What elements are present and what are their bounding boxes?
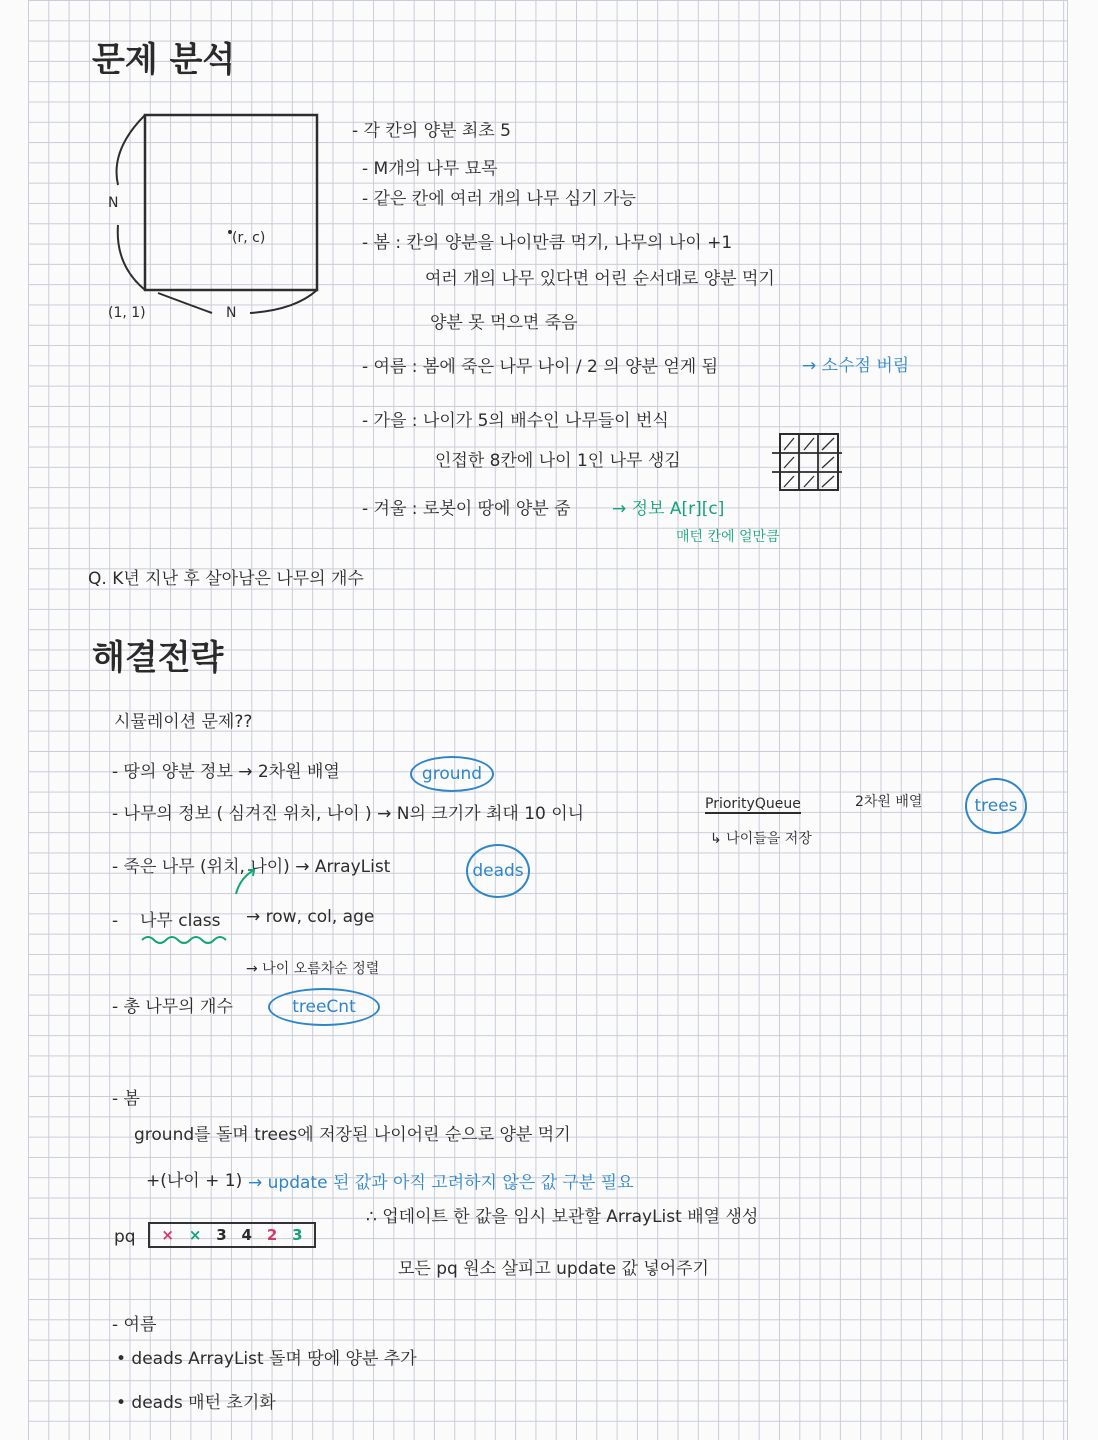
page-right-margin (1067, 0, 1098, 1440)
green-arrow-icon (228, 864, 268, 904)
strategy-count-line: - 총 나무의 개수 (112, 997, 233, 1017)
pq-cell: 4 (241, 1226, 252, 1244)
spring-age: +(나이 + 1) (146, 1171, 243, 1191)
pq-note: ↳ 나이들을 저장 (710, 831, 812, 847)
board-n-bottom-label: N (226, 305, 237, 321)
summer-title: - 여름 (112, 1315, 157, 1335)
rule-fall-1: - 가을 : 나이가 5의 배수인 나무들이 번식 (362, 411, 669, 431)
pq-label: pq (114, 1227, 136, 1247)
treecnt-tag: treeCnt (268, 988, 380, 1026)
tree-class-label: 나무 class (140, 911, 221, 931)
green-squiggle-underline (140, 934, 230, 946)
neighbor-grid-sketch (772, 432, 842, 494)
board-origin-label: (1, 1) (108, 305, 146, 321)
pq-cell: × (161, 1226, 174, 1244)
pq-term: PriorityQueue (705, 797, 801, 814)
trees-tag: trees (965, 778, 1027, 834)
strategy-dead-line: - 죽은 나무 (위치, 나이) → ArrayList (112, 857, 391, 877)
page-left-margin (0, 0, 29, 1440)
summer-line-1: • deads ArrayList 돌며 땅에 양분 추가 (116, 1349, 417, 1369)
rule-spring-1: - 봄 : 칸의 양분을 나이만큼 먹기, 나무의 나이 +1 (362, 233, 733, 253)
rule-spring-2: 여러 개의 나무 있다면 어린 순서대로 양분 먹기 (425, 269, 775, 289)
tree-class-fields: → row, col, age (246, 907, 375, 927)
section-title-strategy: 해결전략 (92, 638, 224, 678)
board-n-left-label: N (108, 195, 119, 211)
spring-title: - 봄 (112, 1089, 140, 1109)
question-line: Q. K년 지난 후 살아남은 나무의 개수 (88, 569, 364, 589)
rule-spring-3: 양분 못 먹으면 죽음 (430, 313, 578, 333)
rule-same-cell: - 같은 칸에 여러 개의 나무 심기 가능 (362, 189, 636, 209)
therefore-line-2: 모든 pq 원소 살피고 update 값 넣어주기 (398, 1259, 709, 1279)
rule-fall-2: 인접한 8칸에 나이 1인 나무 생김 (435, 451, 681, 471)
pq-cell: 3 (216, 1226, 227, 1244)
tree-class-sort: → 나이 오름차순 정렬 (246, 961, 380, 977)
strategy-tree-line: - 나무의 정보 ( 심겨진 위치, 나이 ) → N의 크기가 최대 10 이니 (112, 804, 585, 824)
class-line-prefix: - (112, 911, 119, 931)
rule-winter-array: → 정보 A[r][c] (612, 499, 725, 519)
pq-array-sketch (148, 1222, 316, 1248)
pq-cell: × (188, 1226, 202, 1244)
strategy-ground-line: - 땅의 양분 정보 → 2차원 배열 (112, 762, 340, 782)
summer-line-2: • deads 매턴 초기화 (116, 1393, 276, 1413)
rule-winter-note: 매턴 칸에 얼만큼 (676, 529, 780, 545)
rule-winter: - 겨울 : 로봇이 땅에 양분 줌 (362, 499, 571, 519)
spring-line-1: ground를 돌며 trees에 저장된 나이어린 순으로 양분 먹기 (134, 1125, 571, 1145)
board-point-label: (r, c) (232, 230, 266, 246)
ground-tag: ground (410, 756, 494, 792)
spring-note: → update 된 값과 아직 고려하지 않은 값 구분 필요 (248, 1173, 634, 1193)
rule-m-saplings: - M개의 나무 묘목 (362, 159, 498, 179)
section-title-problem-analysis: 문제 분석 (92, 40, 236, 80)
pq-cell: 2 (266, 1226, 278, 1244)
pq-tail: 2차원 배열 (855, 794, 923, 810)
rule-summer: - 여름 : 봄에 죽은 나무 나이 / 2 의 양분 얻게 됨 (362, 357, 719, 377)
rule-initial-nutrient: - 각 칸의 양분 최초 5 (352, 121, 511, 141)
rule-summer-note: → 소수점 버림 (802, 356, 910, 376)
strategy-intro: 시뮬레이션 문제?? (114, 712, 253, 732)
board-diagram (100, 105, 360, 335)
pq-cell: 3 (292, 1226, 303, 1244)
therefore-line-1: ∴ 업데이트 한 값을 임시 보관할 ArrayList 배열 생성 (366, 1207, 759, 1227)
deads-tag: deads (466, 844, 530, 898)
